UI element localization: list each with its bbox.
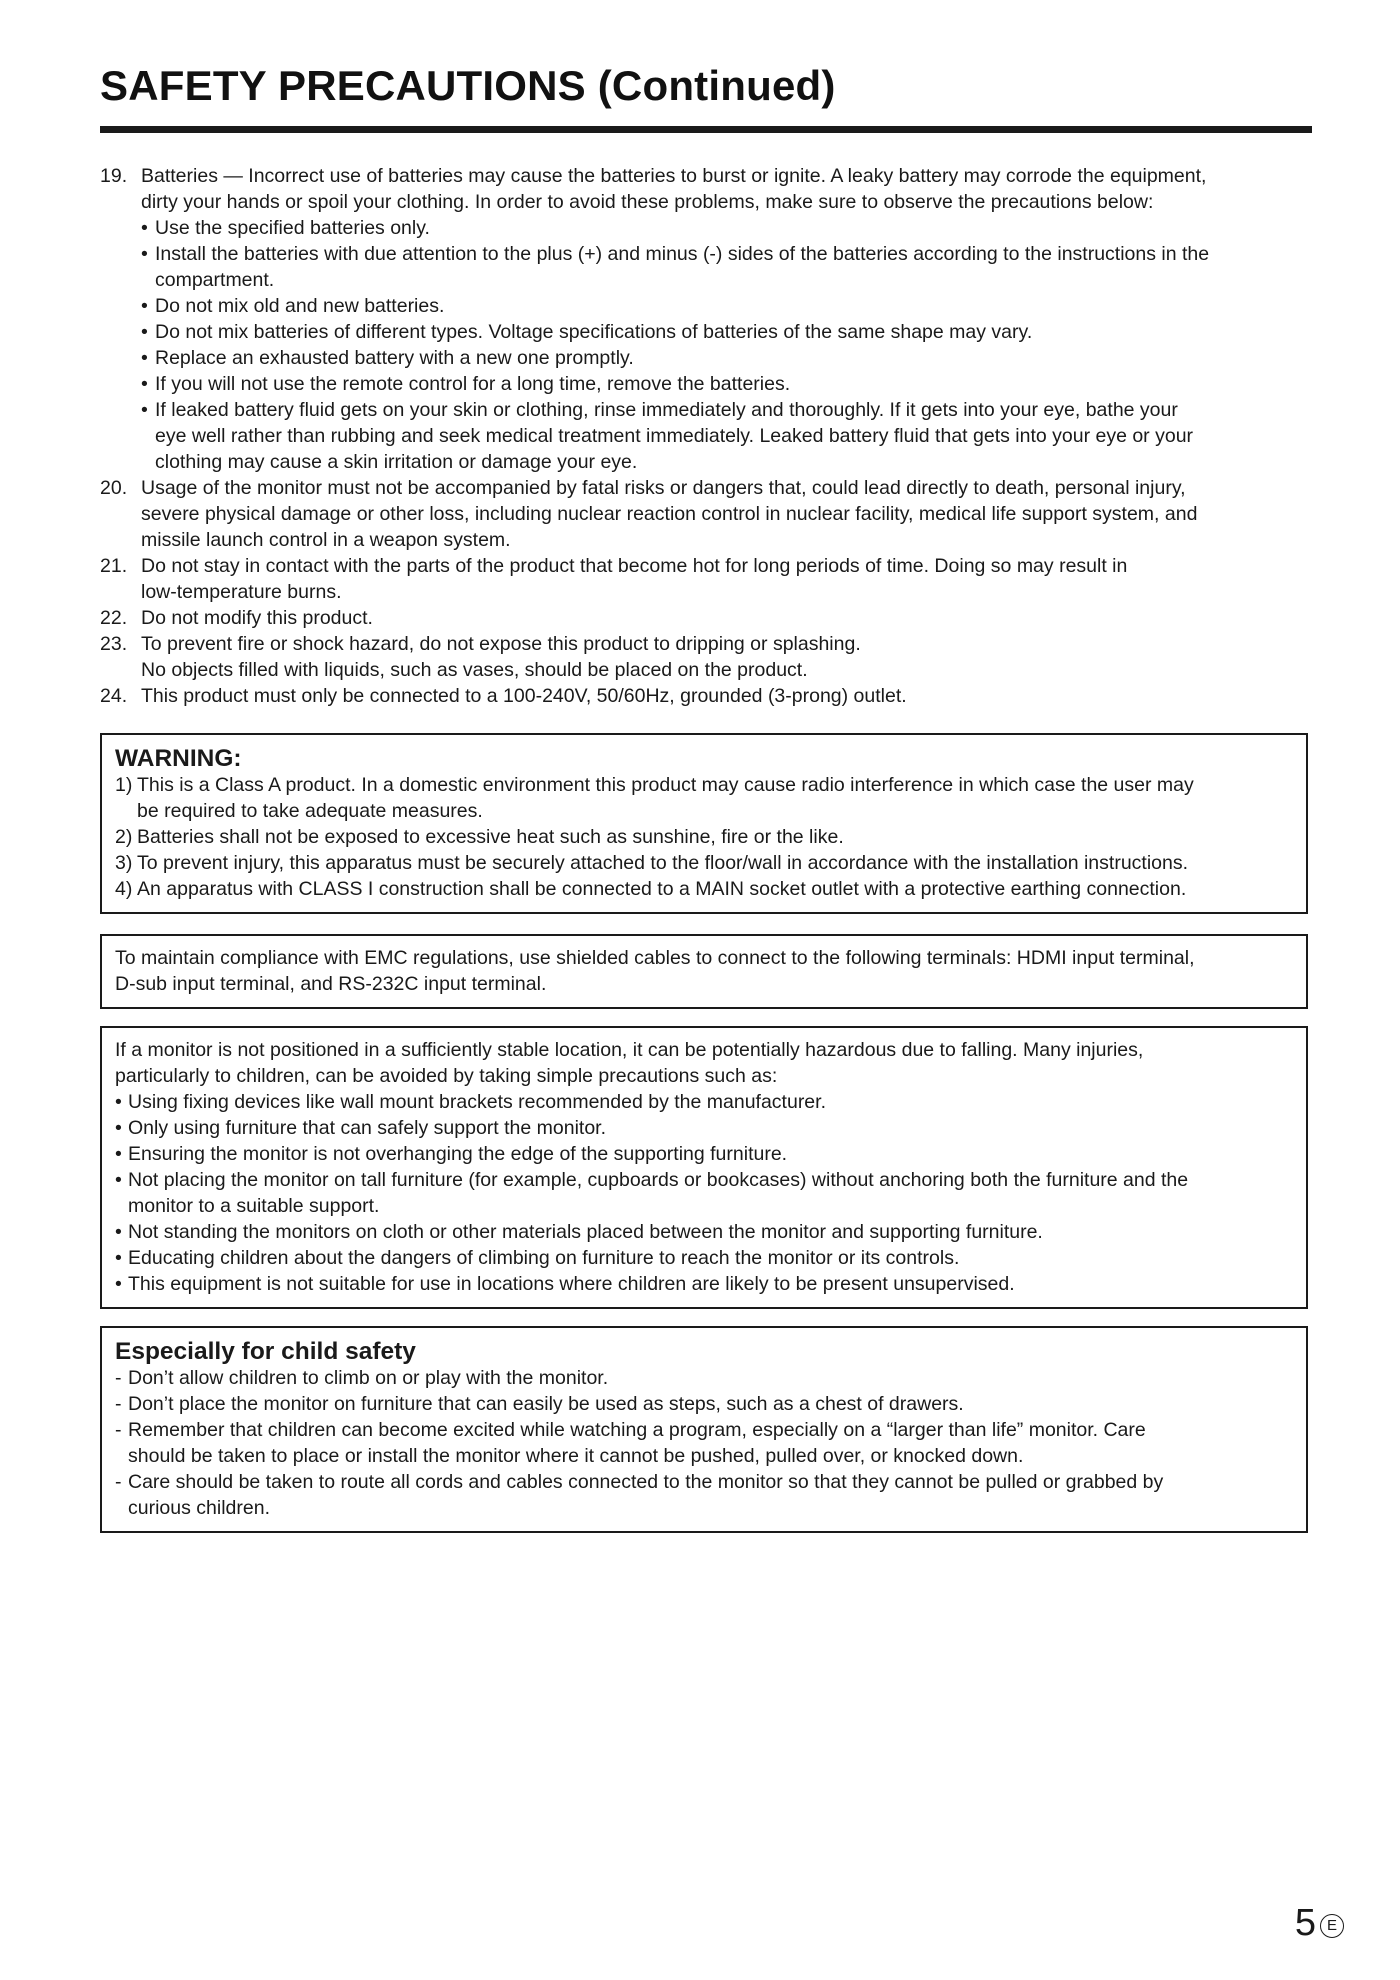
dash-icon: - <box>115 1393 122 1415</box>
text-line: Do not modify this product. <box>141 607 373 629</box>
stability-bullet <box>115 1089 1293 1115</box>
emc-text <box>115 945 1293 997</box>
text-line: Do not stay in contact with the parts of the product that become hot for long periods of time. Doing so may result in <box>141 555 1128 577</box>
text-line: This product must only be connected to a 100-240V, 50/60Hz, grounded (3-prong) outlet. <box>141 685 907 707</box>
precaution-item <box>100 475 1315 553</box>
bullet-icon: • <box>141 373 148 395</box>
stability-bullets <box>115 1089 1293 1297</box>
text-line: Batteries shall not be exposed to excessive heat such as sunshine, fire or the like. <box>137 826 844 848</box>
stability-bullet <box>115 1271 1293 1297</box>
stability-bullet <box>115 1219 1293 1245</box>
text-line: An apparatus with CLASS I construction shall be connected to a MAIN socket outlet with a protective earthing connection. <box>137 878 1187 900</box>
bullet-item <box>141 319 1315 345</box>
text-line: To prevent fire or shock hazard, do not expose this product to dripping or splashing. <box>141 633 861 655</box>
text-line: Don’t allow children to climb on or play with the monitor. <box>128 1367 609 1389</box>
text-line: Ensuring the monitor is not overhanging the edge of the supporting furniture. <box>128 1143 788 1165</box>
item-number: 2) <box>115 826 133 848</box>
warning-heading: WARNING: <box>115 745 242 772</box>
child-safety-items <box>115 1365 1293 1521</box>
precaution-item <box>100 605 1315 631</box>
bullet-item <box>141 345 1315 371</box>
text-line: Educating children about the dangers of climbing on furniture to reach the monitor or its controls. <box>128 1247 960 1269</box>
text-line: Using fixing devices like wall mount brackets recommended by the manufacturer. <box>128 1091 826 1113</box>
bullet-icon: • <box>115 1221 122 1243</box>
text-line: compartment. <box>155 269 275 291</box>
text-line: severe physical damage or other loss, including nuclear reaction control in nuclear facility, medical life support system, and <box>141 503 1198 525</box>
text-line: Care should be taken to route all cords and cables connected to the monitor so that they cannot be pulled or grabbed by <box>128 1471 1164 1493</box>
item-number: 24. <box>100 685 128 707</box>
text-line: missile launch control in a weapon system. <box>141 529 511 551</box>
emc-box <box>100 934 1308 1009</box>
precautions-list <box>100 163 1315 709</box>
text-line: Install the batteries with due attention to the plus (+) and minus (-) sides of the batteries according to the instructions in the <box>155 243 1210 265</box>
text-line: Usage of the monitor must not be accompanied by fatal risks or dangers that, could lead directly to death, personal injury, <box>141 477 1186 499</box>
text-line: Not placing the monitor on tall furniture (for example, cupboards or bookcases) without anchoring both the furniture and the <box>128 1169 1189 1191</box>
bullet-item <box>141 241 1315 293</box>
bullet-icon: • <box>141 347 148 369</box>
child-safety-box <box>100 1326 1308 1533</box>
bullet-icon: • <box>141 217 148 239</box>
text-line: be required to take adequate measures. <box>137 800 483 822</box>
stability-bullet <box>115 1245 1293 1271</box>
text-line: Batteries — Incorrect use of batteries may cause the batteries to burst or ignite. A leaky battery may corrode the equipment, <box>141 165 1207 187</box>
warning-item <box>115 876 1293 902</box>
item-number: 1) <box>115 774 133 796</box>
warning-item <box>115 772 1293 824</box>
text-line: This is a Class A product. In a domestic environment this product may cause radio interference in which case the user may <box>137 774 1194 796</box>
text-line: Don’t place the monitor on furniture that can easily be used as steps, such as a chest of drawers. <box>128 1393 964 1415</box>
stability-bullet <box>115 1141 1293 1167</box>
item-number: 4) <box>115 878 133 900</box>
precaution-item <box>100 163 1315 475</box>
text-line: No objects filled with liquids, such as vases, should be placed on the product. <box>141 659 808 681</box>
page-footer <box>1295 1903 1344 1943</box>
item-number: 22. <box>100 607 128 629</box>
stability-box <box>100 1026 1308 1309</box>
bullet-icon: • <box>141 321 148 343</box>
child-safety-item <box>115 1469 1293 1521</box>
text-line: If leaked battery fluid gets on your skin or clothing, rinse immediately and thoroughly. If it gets into your eye, bathe your <box>155 399 1178 421</box>
page-title: SAFETY PRECAUTIONS (Continued) <box>100 62 836 109</box>
language-badge: E <box>1320 1914 1344 1938</box>
bullet-icon: • <box>141 295 148 317</box>
item-number: 21. <box>100 555 128 577</box>
text-line: particularly to children, can be avoided by taking simple precautions such as: <box>115 1065 778 1087</box>
text-line: If you will not use the remote control for a long time, remove the batteries. <box>155 373 791 395</box>
child-safety-heading: Especially for child safety <box>115 1338 416 1365</box>
text-line: D-sub input terminal, and RS-232C input terminal. <box>115 973 547 995</box>
precaution-item <box>100 553 1315 605</box>
child-safety-item <box>115 1417 1293 1469</box>
dash-icon: - <box>115 1419 122 1441</box>
item-number: 20. <box>100 477 128 499</box>
page-number: 5 <box>1294 1902 1316 1944</box>
child-safety-item <box>115 1365 1293 1391</box>
text-line: clothing may cause a skin irritation or damage your eye. <box>155 451 638 473</box>
bullet-item <box>141 397 1315 475</box>
text-line: To prevent injury, this apparatus must be securely attached to the floor/wall in accordance with the installation instructions. <box>137 852 1189 874</box>
stability-bullet <box>115 1115 1293 1141</box>
warning-items <box>115 772 1293 902</box>
text-line: Remember that children can become excited while watching a program, especially on a “larger than life” monitor. Care <box>128 1419 1146 1441</box>
bullet-icon: • <box>115 1143 122 1165</box>
text-line: monitor to a suitable support. <box>128 1195 380 1217</box>
text-line: This equipment is not suitable for use in locations where children are likely to be present unsupervised. <box>128 1273 1015 1295</box>
text-line: eye well rather than rubbing and seek medical treatment immediately. Leaked battery fluid that gets into your eye or your <box>155 425 1194 447</box>
bullet-icon: • <box>115 1091 122 1113</box>
text-line: low-temperature burns. <box>141 581 342 603</box>
bullet-icon: • <box>141 243 148 265</box>
text-line: Do not mix batteries of different types. Voltage specifications of batteries of the same shape may vary. <box>155 321 1033 343</box>
text-line: Only using furniture that can safely support the monitor. <box>128 1117 607 1139</box>
text-line: dirty your hands or spoil your clothing. In order to avoid these problems, make sure to observe the precautions below: <box>141 191 1154 213</box>
bullet-icon: • <box>141 399 148 421</box>
dash-icon: - <box>115 1367 122 1389</box>
bullet-icon: • <box>115 1247 122 1269</box>
item-number: 23. <box>100 633 128 655</box>
bullet-item <box>141 215 1315 241</box>
bullet-item <box>141 293 1315 319</box>
stability-intro <box>115 1037 1293 1089</box>
precaution-item <box>100 631 1315 683</box>
text-line: Not standing the monitors on cloth or other materials placed between the monitor and supporting furniture. <box>128 1221 1043 1243</box>
text-line: Replace an exhausted battery with a new one promptly. <box>155 347 634 369</box>
item-number: 19. <box>100 165 128 187</box>
title-rule <box>100 126 1312 133</box>
bullet-icon: • <box>115 1117 122 1139</box>
warning-item <box>115 824 1293 850</box>
bullet-item <box>141 371 1315 397</box>
precaution-item <box>100 683 1315 709</box>
text-line: Use the specified batteries only. <box>155 217 430 239</box>
item-number: 3) <box>115 852 133 874</box>
text-line: curious children. <box>128 1497 270 1519</box>
warning-item <box>115 850 1293 876</box>
bullet-icon: • <box>115 1273 122 1295</box>
child-safety-item <box>115 1391 1293 1417</box>
dash-icon: - <box>115 1471 122 1493</box>
bullet-icon: • <box>115 1169 122 1191</box>
stability-bullet <box>115 1167 1293 1219</box>
warning-box <box>100 733 1308 914</box>
text-line: should be taken to place or install the monitor where it cannot be pushed, pulled over, or knocked down. <box>128 1445 1024 1467</box>
text-line: If a monitor is not positioned in a sufficiently stable location, it can be potentially hazardous due to falling. Many injuries, <box>115 1039 1144 1061</box>
text-line: Do not mix old and new batteries. <box>155 295 445 317</box>
text-line: To maintain compliance with EMC regulations, use shielded cables to connect to the following terminals: HDMI input terminal, <box>115 947 1195 969</box>
